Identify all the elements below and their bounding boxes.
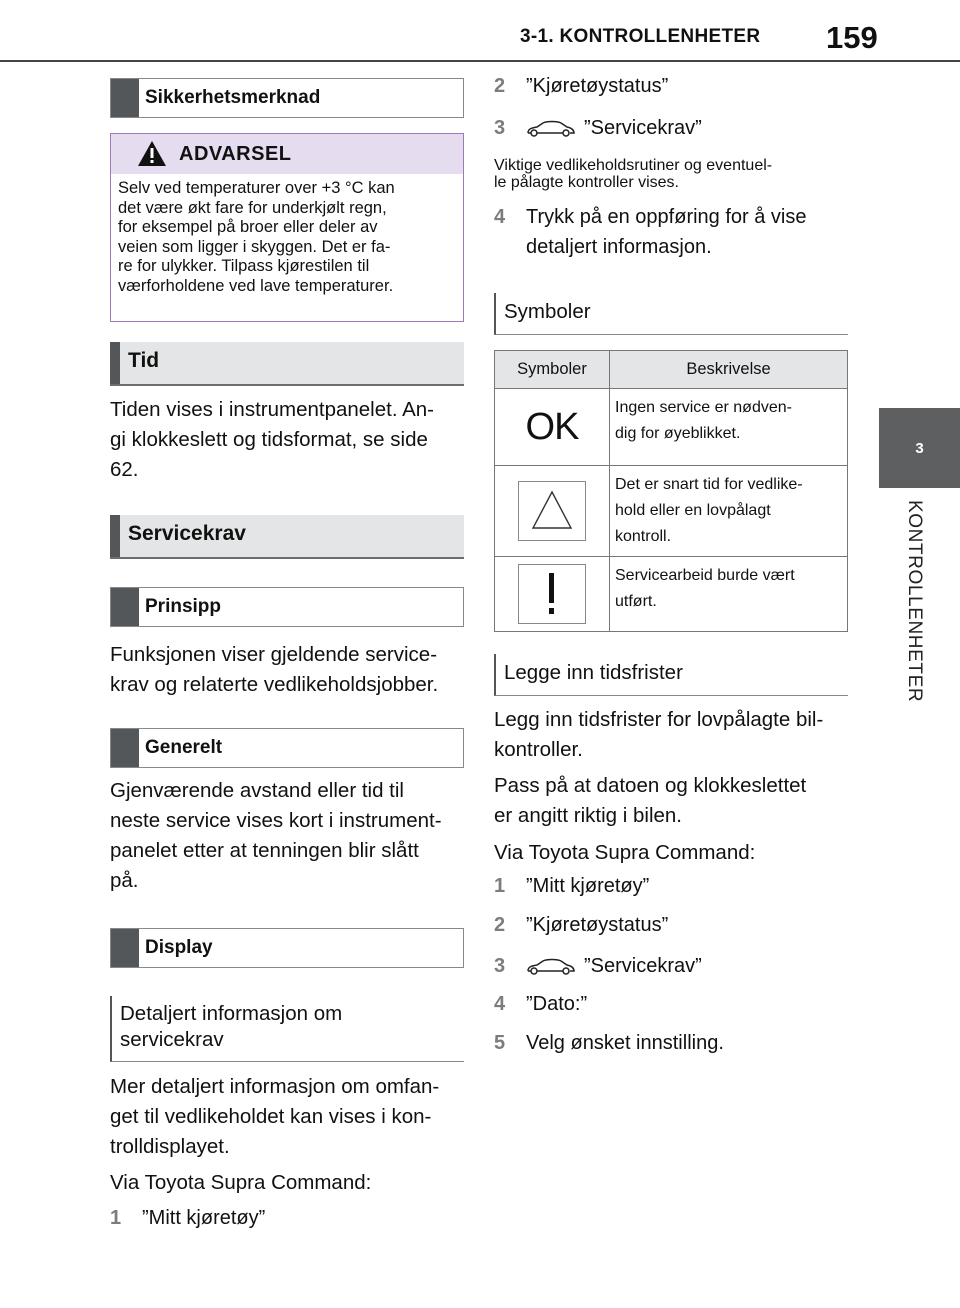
text-line: kontroller. [494, 738, 583, 761]
deadlines-paragraph [494, 705, 864, 765]
chapter-tab [879, 408, 960, 488]
text-line: Funksjonen viser gjeldende service- [110, 643, 438, 666]
step-item [494, 911, 668, 939]
step-item [494, 1029, 724, 1057]
text-line: gi klokkeslett og tidsformat, se side [110, 428, 428, 451]
car-icon [526, 956, 576, 976]
warning-line: værforholdene ved lave temperaturer. [118, 276, 394, 295]
generelt-heading [110, 728, 464, 768]
date-paragraph [494, 771, 854, 831]
step-text: ”Mitt kjøretøy” [526, 874, 650, 897]
text-line: 62. [110, 458, 139, 481]
step-text [526, 202, 807, 262]
text-line: Detaljert informasjon om [120, 1002, 343, 1025]
description-cell [610, 389, 848, 466]
safety-heading [110, 78, 464, 118]
table-header-row [495, 351, 848, 389]
text-line: krav og relaterte vedlikeholdsjobber. [110, 673, 439, 696]
chapter-label: KONTROLLENHETER [904, 500, 925, 703]
step-item [494, 72, 668, 100]
table-row [495, 466, 848, 557]
warning-label: ADVARSEL [179, 143, 292, 165]
via-text-left: Via Toyota Supra Command: [110, 1171, 372, 1194]
detail-paragraph [110, 1072, 470, 1162]
text-line: Mer detaljert informasjon om omfan- [110, 1075, 440, 1098]
step-text: ”Servicekrav” [584, 954, 702, 977]
step-item [494, 114, 702, 142]
step-number: 5 [494, 1031, 506, 1054]
step-number: 4 [494, 206, 506, 228]
step-text: ”Kjøretøystatus” [526, 913, 669, 936]
text-line: servicekrav [120, 1028, 224, 1051]
service-heading [110, 515, 464, 559]
safety-heading-text: Sikkerhetsmerknad [145, 87, 321, 108]
text-line: Legg inn tidsfrister for lovpålagte bil- [494, 708, 824, 731]
step-text: ”Dato:” [526, 992, 588, 1015]
step-item [110, 1204, 265, 1232]
service-heading-text: Servicekrav [128, 522, 246, 545]
step-number: 1 [110, 1206, 122, 1229]
warning-text [118, 179, 458, 296]
note-paragraph [494, 157, 854, 191]
text-line: er angitt riktig i bilen. [494, 804, 683, 827]
prinsipp-paragraph [110, 640, 470, 700]
tid-paragraph [110, 395, 470, 485]
text-line: get til vedlikeholdet kan vises i kon- [110, 1105, 432, 1128]
description-cell [610, 466, 848, 557]
warning-header [111, 134, 463, 174]
text-line: Ingen service er nødven- [615, 399, 792, 416]
symbol-cell [495, 389, 610, 466]
text-line: panelet etter at tenningen blir slått [110, 839, 419, 862]
step-item [494, 990, 587, 1018]
symbol-cell [495, 557, 610, 632]
step-text: ”Mitt kjøretøy” [142, 1206, 266, 1229]
deadlines-subheading [494, 654, 848, 696]
step-text: ”Servicekrav” [584, 116, 702, 139]
text-line: utført. [615, 593, 657, 610]
symbols-subheading [494, 293, 848, 335]
warning-line: det være økt fare for underkjølt regn, [118, 198, 387, 217]
symbols-subheading-text: Symboler [504, 300, 591, 323]
warning-line: for eksempel på broer eller deler av [118, 218, 378, 236]
step-item [494, 952, 702, 980]
text-line: detaljert informasjon. [526, 236, 712, 258]
text-line: Servicearbeid burde vært [615, 567, 795, 584]
exclamation-icon [518, 564, 586, 624]
table-row [495, 557, 848, 632]
deadlines-subheading-text: Legge inn tidsfrister [504, 661, 683, 684]
step-item [494, 202, 807, 262]
warning-line: veien som ligger i skyggen. Det er fa- [118, 237, 391, 256]
text-line: kontroll. [615, 528, 672, 545]
page-number: 159 [826, 20, 878, 55]
detail-subheading [110, 996, 464, 1062]
warning-line: re for ulykker. Tilpass kjørestilen til [118, 257, 370, 275]
column-header: Symboler [495, 351, 610, 389]
step-number: 1 [494, 874, 506, 897]
display-heading [110, 928, 464, 968]
symbol-cell [495, 466, 610, 557]
tid-heading [110, 342, 464, 386]
text-line: neste service vises kort i instrument- [110, 809, 442, 832]
table-row [495, 389, 848, 466]
step-text: Velg ønsket innstilling. [526, 1031, 724, 1054]
detail-subheading-text [120, 1001, 342, 1053]
warning-box [110, 133, 464, 322]
text-line: på. [110, 869, 139, 892]
via-text-right: Via Toyota Supra Command: [494, 841, 756, 864]
triangle-icon [518, 481, 586, 541]
tid-heading-text: Tid [128, 349, 160, 372]
step-number: 2 [494, 74, 506, 97]
step-number: 2 [494, 913, 506, 936]
display-heading-text: Display [145, 937, 213, 958]
text-line: Tiden vises i instrumentpanelet. An- [110, 398, 434, 421]
text-line: Viktige vedlikeholdsrutiner og eventuel- [494, 157, 773, 174]
section-title: 3-1. KONTROLLENHETER [520, 26, 761, 47]
chapter-number: 3 [915, 439, 924, 457]
step-number: 3 [494, 116, 506, 139]
ok-icon: OK [525, 405, 579, 448]
text-line: hold eller en lovpålagt [615, 502, 771, 519]
generelt-paragraph [110, 776, 470, 896]
step-number: 4 [494, 992, 506, 1015]
warning-triangle-icon [137, 140, 167, 167]
prinsipp-heading-text: Prinsipp [145, 596, 222, 617]
car-icon [526, 118, 576, 138]
header-rule [0, 60, 960, 62]
prinsipp-heading [110, 587, 464, 627]
description-cell [610, 557, 848, 632]
step-text: ”Kjøretøystatus” [526, 74, 669, 97]
text-line: Gjenværende avstand eller tid til [110, 779, 404, 802]
step-item [494, 872, 649, 900]
text-line: dig for øyeblikket. [615, 425, 741, 442]
generelt-heading-text: Generelt [145, 737, 223, 758]
text-line: Det er snart tid for vedlike- [615, 476, 803, 493]
warning-line: Selv ved temperaturer over +3 °C kan [118, 179, 395, 197]
symbols-table [494, 350, 848, 632]
step-number: 3 [494, 954, 506, 977]
text-line: Trykk på en oppføring for å vise [526, 206, 807, 228]
text-line: Pass på at datoen og klokkeslettet [494, 774, 807, 797]
column-header: Beskrivelse [610, 351, 848, 389]
text-line: le pålagte kontroller vises. [494, 174, 679, 191]
text-line: trolldisplayet. [110, 1135, 230, 1158]
